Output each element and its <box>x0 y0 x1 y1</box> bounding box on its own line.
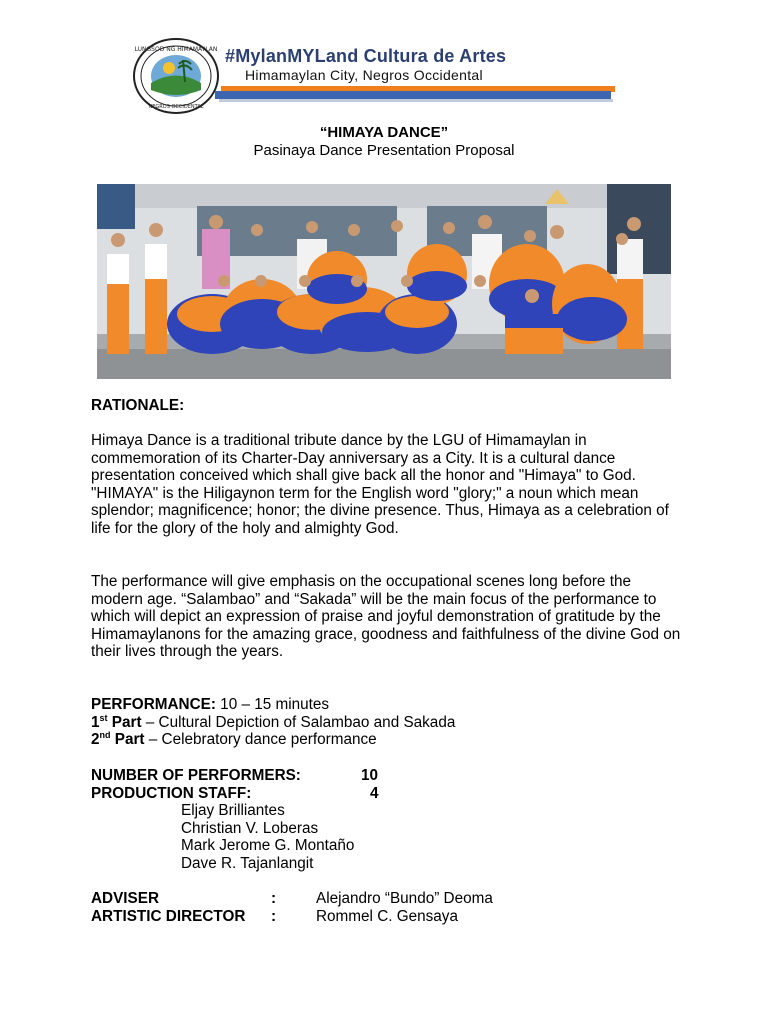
part-2-line <box>91 731 377 749</box>
performance-duration: 10 – 15 minutes <box>215 696 330 713</box>
artistic-director-colon: : <box>271 908 277 925</box>
rationale-paragraph-1: Himaya Dance is a traditional tribute dance by the LGU of Himamaylan in commemoration of its Charter-Day anniversary as a City. It is a cultural dance presentation conceived which shall give back all the honor and "Himaya" to God. "HIMAYA" is the Hiligaynon term for the English word "glory;" a noun which mean splendor; magnificence; honor; the divine presence. Thus, Himaya as a celebration of life for the glory of the holy and almighty God. <box>91 432 669 537</box>
part-2-description: – Celebratory dance performance <box>144 731 377 748</box>
city-seal-logo <box>133 38 219 114</box>
adviser-name: Alejandro “Bundo” Deoma <box>316 890 493 907</box>
adviser-colon: : <box>271 890 277 907</box>
artistic-director-name: Rommel C. Gensaya <box>316 908 458 925</box>
performers-label: NUMBER OF PERFORMERS: <box>91 767 301 784</box>
performance-line <box>91 696 329 714</box>
brand-subtitle: Himamaylan City, Negros Occidental <box>245 67 483 83</box>
staff-member: Mark Jerome G. Montaño <box>181 837 355 854</box>
performers-value: 10 <box>361 767 379 784</box>
part-2-number: 2 <box>91 731 100 748</box>
header-bar-blue <box>215 91 611 99</box>
staff-member: Eljay Brilliantes <box>181 802 285 819</box>
adviser-label: ADVISER <box>91 890 159 907</box>
document-title: “HIMAYA DANCE” <box>319 124 449 141</box>
part-1-ordinal: st <box>99 713 108 723</box>
rationale-paragraph-2: The performance will give emphasis on the occupational scenes long before the modern age. “Salambao” and “Sakada” will be the main focus of the performance to which will depict an expression of praise and joyful demonstration of gratitude by the Himamaylanons for the amazing grace, goodness and faithfulness of the divine God on their lives through the years. <box>91 573 681 661</box>
staff-member: Christian V. Loberas <box>181 820 319 837</box>
staff-member: Dave R. Tajanlangit <box>181 855 314 872</box>
artistic-director-label: ARTISTIC DIRECTOR <box>91 908 246 925</box>
document-subtitle: Pasinaya Dance Presentation Proposal <box>253 142 515 159</box>
production-staff-label: PRODUCTION STAFF: <box>91 785 252 802</box>
svg-text:NEGROS OCCIDENTAL: NEGROS OCCIDENTAL <box>148 104 204 110</box>
letterhead <box>133 38 623 118</box>
rationale-heading: RATIONALE: <box>91 397 185 414</box>
header-bar-shadow <box>219 99 613 102</box>
performance-label: PERFORMANCE: <box>91 696 216 713</box>
part-1-description: – Cultural Depiction of Salambao and Sakada <box>141 714 456 731</box>
brand-title: #MylanMYLand Cultura de Artes <box>225 46 507 66</box>
dance-troupe-photo <box>97 184 671 379</box>
part-2-ordinal: nd <box>99 730 111 740</box>
part-1-label: Part <box>107 714 142 731</box>
part-1-number: 1 <box>91 714 100 731</box>
part-2-label: Part <box>110 731 145 748</box>
svg-text:LUNGSOD NG HIMAMAYLAN: LUNGSOD NG HIMAMAYLAN <box>134 46 218 53</box>
part-1-line <box>91 714 455 732</box>
production-staff-value: 4 <box>370 785 379 802</box>
